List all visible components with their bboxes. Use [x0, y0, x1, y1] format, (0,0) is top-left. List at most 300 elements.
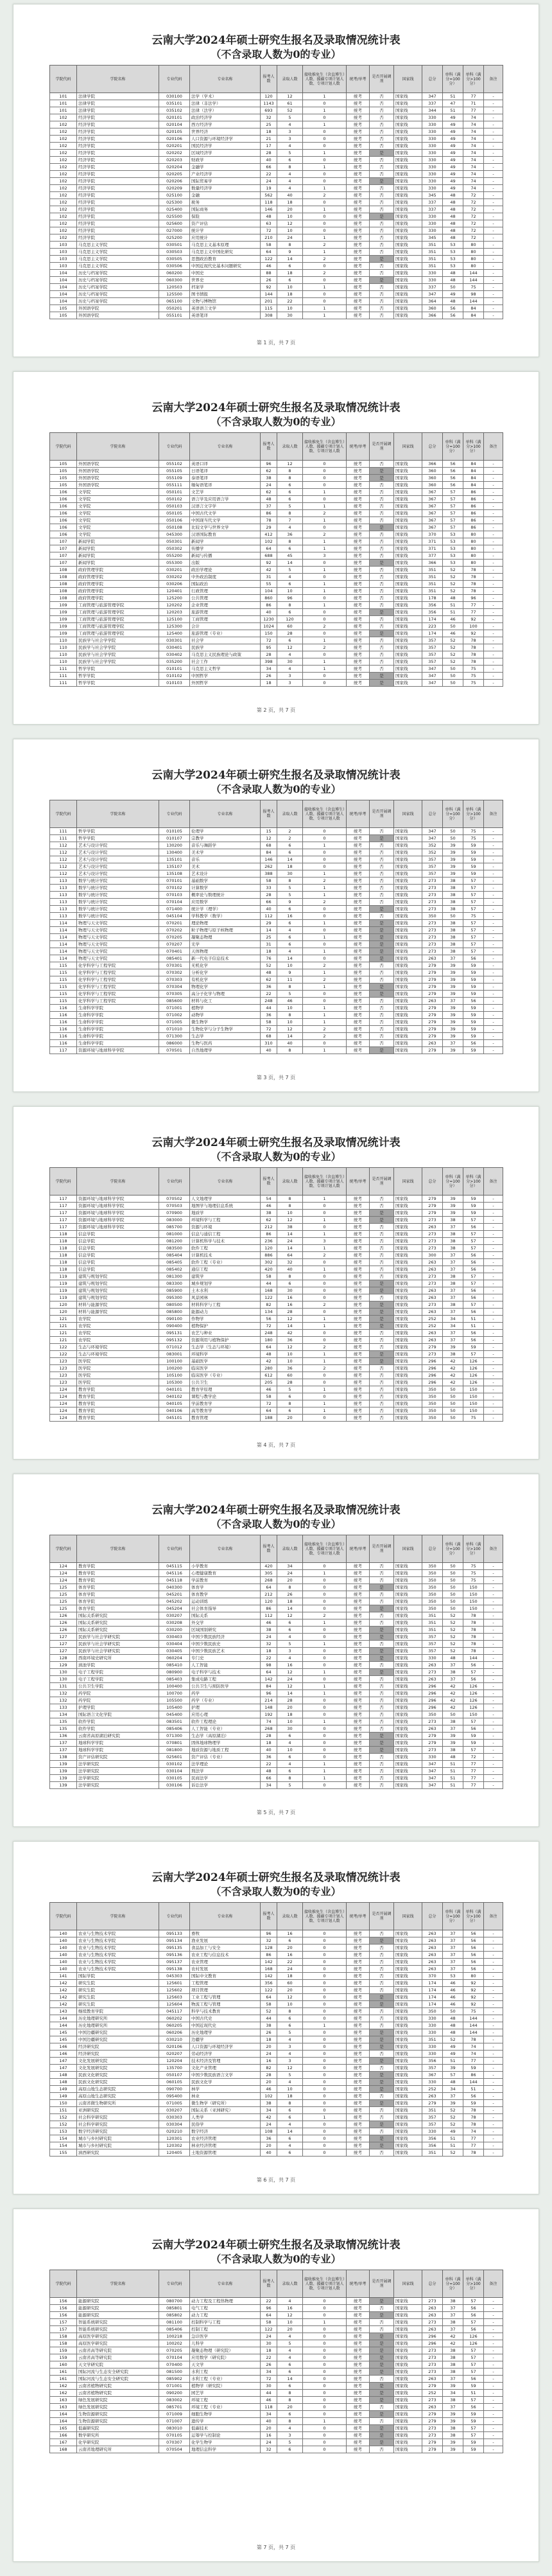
- cell-s1: 51: [443, 1761, 463, 1768]
- cell-admitted: 32: [277, 1259, 303, 1266]
- cell-mode: 否: [370, 658, 394, 666]
- cell-s2: 56: [463, 1294, 484, 1301]
- cell-admitted: 10: [277, 588, 303, 595]
- cell-score: 统考: [347, 1259, 370, 1266]
- cell-college-code: 119: [50, 1273, 77, 1280]
- cell-exempt: 0: [303, 2008, 347, 2015]
- cell-major-name: 植物学（研究院）: [190, 2383, 261, 2390]
- cell-college-code: 126: [50, 1627, 77, 1634]
- header-mode: 统考/单考: [347, 800, 370, 828]
- cell-major-code: 020101: [159, 114, 190, 121]
- cell-exempt: 0: [303, 2383, 347, 2390]
- cell-admitted: 6: [277, 2149, 303, 2157]
- cell-exempt: 0: [303, 1273, 347, 1280]
- cell-college-code: 154: [50, 2135, 77, 2142]
- cell-exempt: 0: [303, 2361, 347, 2369]
- cell-adjust: 国家线: [394, 1217, 422, 1224]
- cell-mode: 否: [370, 2446, 394, 2453]
- cell-line: 347: [422, 291, 443, 298]
- cell-exempt: 0: [303, 2390, 347, 2397]
- cell-major-name: 光学: [190, 941, 261, 948]
- cell-s2: 86: [463, 510, 484, 517]
- cell-admitted: 8: [277, 2418, 303, 2425]
- cell-college-code: 121: [50, 1337, 77, 1344]
- cell-admitted: 26: [277, 1591, 303, 1598]
- cell-college-code: 106: [50, 503, 77, 510]
- cell-s1: 49: [443, 128, 463, 136]
- cell-college-code: 123: [50, 1379, 77, 1386]
- cell-score: 统考: [347, 560, 370, 567]
- cell-major-name: 财政学: [190, 157, 261, 164]
- header-subject-over-100: 单科（满分>100分）: [463, 1168, 484, 1195]
- cell-note: -: [484, 2107, 503, 2114]
- cell-adjust: 国家线: [394, 1400, 422, 1407]
- cell-note: -: [484, 666, 503, 673]
- cell-college-name: 农业与生物技术学院: [77, 1937, 159, 1945]
- cell-admitted: 10: [277, 1747, 303, 1754]
- cell-s1: 37: [443, 1266, 463, 1273]
- cell-adjust: 国家线: [394, 1711, 422, 1718]
- document-title: [49, 34, 503, 61]
- cell-s1: 50: [443, 1415, 463, 1422]
- header-line-group: 国家线: [394, 1535, 422, 1563]
- cell-adjust: 国家线: [394, 2319, 422, 2326]
- document-title: [49, 1871, 503, 1898]
- cell-admitted: 8: [277, 1195, 303, 1203]
- cell-adjust: 国家线: [394, 588, 422, 595]
- cell-applicants: 122: [261, 2326, 277, 2333]
- cell-mode: 是: [370, 2354, 394, 2361]
- cell-major-name: 临床医学: [190, 1365, 261, 1372]
- cell-note: -: [484, 870, 503, 878]
- cell-line: 273: [422, 878, 443, 885]
- cell-line: 367: [422, 517, 443, 524]
- cell-score: 统考: [347, 2340, 370, 2347]
- cell-major-code: 030207: [159, 2107, 190, 2114]
- cell-admitted: 14: [277, 1033, 303, 1040]
- cell-s2: 56: [463, 2404, 484, 2411]
- cell-note: -: [484, 1711, 503, 1718]
- cell-line: 360: [422, 468, 443, 475]
- cell-s1: 53: [443, 263, 463, 270]
- cell-s2: 57: [463, 878, 484, 885]
- cell-s1: 38: [443, 2369, 463, 2376]
- table-row: [50, 2446, 503, 2453]
- cell-mode: 否: [370, 312, 394, 319]
- cell-admitted: 4: [277, 143, 303, 150]
- cell-applicants: 212: [261, 1224, 277, 1231]
- cell-note: -: [484, 609, 503, 616]
- cell-major-name: 应用数学: [190, 899, 261, 906]
- cell-score: 统考: [347, 1570, 370, 1577]
- cell-s2: 56: [463, 2326, 484, 2333]
- cell-line: 273: [422, 2354, 443, 2361]
- cell-applicants: 44: [261, 2390, 277, 2397]
- cell-applicants: 128: [261, 1945, 277, 1952]
- cell-note: -: [484, 1605, 503, 1612]
- cell-note: -: [484, 249, 503, 256]
- header-college-code: 学院代码: [50, 1903, 77, 1930]
- cell-major-name: 教育学原理: [190, 1386, 261, 1393]
- cell-note: -: [484, 220, 503, 227]
- document-subtitle: （不含录取人数为0的专业）: [211, 48, 341, 60]
- cell-mode: 否: [370, 1379, 394, 1386]
- table-row: [50, 2432, 503, 2439]
- cell-applicants: 86: [261, 510, 277, 517]
- cell-score: 统考: [347, 136, 370, 143]
- cell-line: 273: [422, 1718, 443, 1725]
- cell-note: -: [484, 1280, 503, 1287]
- cell-exempt: 0: [303, 178, 347, 185]
- cell-major-code: 020106: [159, 136, 190, 143]
- table-row: [50, 666, 503, 673]
- cell-college-code: 118: [50, 1245, 77, 1252]
- cell-mode: 否: [370, 199, 394, 206]
- table-row: [50, 1987, 503, 1994]
- cell-note: -: [484, 1747, 503, 1754]
- table-row: [50, 2149, 503, 2157]
- cell-score: 统考: [347, 2404, 370, 2411]
- cell-admitted: 45: [277, 552, 303, 560]
- cell-applicants: 64: [261, 249, 277, 256]
- cell-score: 统考: [347, 828, 370, 835]
- table-row: [50, 581, 503, 588]
- cell-adjust: 国家线: [394, 199, 422, 206]
- cell-college-name: 农学院: [77, 1330, 159, 1337]
- cell-score: 统考: [347, 475, 370, 482]
- cell-note: -: [484, 1725, 503, 1733]
- cell-major-name: 工商管理: [190, 616, 261, 623]
- cell-s2: 57: [463, 1245, 484, 1252]
- cell-major-code: 050101: [159, 489, 190, 496]
- cell-college-code: 101: [50, 100, 77, 107]
- cell-mode: 否: [370, 192, 394, 199]
- cell-mode: 否: [370, 461, 394, 468]
- cell-s2: 56: [463, 1930, 484, 1937]
- header-total: 总分: [422, 1903, 443, 1930]
- document-subtitle: （不含录取人数为0的专业）: [211, 1885, 341, 1898]
- cell-college-code: 119: [50, 1294, 77, 1301]
- cell-s1: 56: [443, 475, 463, 482]
- cell-s1: 51: [443, 2135, 463, 2142]
- cell-note: -: [484, 899, 503, 906]
- cell-line: 296: [422, 1690, 443, 1697]
- cell-applicants: 20: [261, 2425, 277, 2432]
- cell-exempt: 0: [303, 1415, 347, 1422]
- cell-college-code: 105: [50, 305, 77, 312]
- header-applicants: 报考人数: [261, 800, 277, 828]
- cell-exempt: 3: [303, 1238, 347, 1245]
- cell-exempt: 0: [303, 1662, 347, 1669]
- cell-admitted: 10: [277, 2001, 303, 2008]
- cell-college-name: 化学科学与工程学院: [77, 962, 159, 969]
- cell-adjust: 国家线: [394, 2326, 422, 2333]
- table-row: [50, 991, 503, 998]
- cell-college-name: 文学院: [77, 503, 159, 510]
- document-title-main: 云南大学2024年硕士研究生报名及录取情况统计表: [151, 1504, 401, 1517]
- cell-college-name: 数学与统计学院: [77, 878, 159, 885]
- cell-applicants: 52: [261, 2008, 277, 2015]
- cell-major-name: 政治学理论: [190, 567, 261, 574]
- cell-exempt: 1: [303, 1718, 347, 1725]
- cell-college-name: 文化发展研究院: [77, 2065, 159, 2072]
- cell-s2: 74: [463, 121, 484, 128]
- cell-college-name: 资源环境与地球科学学院: [77, 1195, 159, 1203]
- cell-admitted: 36: [277, 1337, 303, 1344]
- header-note: 备注: [484, 2270, 503, 2298]
- table-row: [50, 574, 503, 581]
- cell-college-code: 164: [50, 2418, 77, 2425]
- cell-s1: 53: [443, 242, 463, 249]
- cell-college-code: 122: [50, 1344, 77, 1351]
- cell-admitted: 10: [277, 1005, 303, 1012]
- cell-line: 263: [422, 1309, 443, 1316]
- cell-college-code: 101: [50, 93, 77, 100]
- cell-college-name: 外国语学院: [77, 312, 159, 319]
- admission-table: [49, 2270, 503, 2453]
- cell-s1: 38: [443, 920, 463, 927]
- cell-note: -: [484, 263, 503, 270]
- cell-line: 263: [422, 2312, 443, 2319]
- cell-exempt: 1: [303, 107, 347, 114]
- cell-major-code: 071001: [159, 1005, 190, 1012]
- table-row: [50, 531, 503, 538]
- table-row: [50, 1309, 503, 1316]
- cell-mode: 否: [370, 1019, 394, 1026]
- cell-exempt: 1: [303, 588, 347, 595]
- cell-applicants: 56: [261, 1316, 277, 1323]
- cell-exempt: 0: [303, 461, 347, 468]
- cell-applicants: 66: [261, 164, 277, 171]
- cell-s1: 37: [443, 1937, 463, 1945]
- cell-s1: 38: [443, 899, 463, 906]
- cell-s1: 53: [443, 538, 463, 545]
- cell-s1: 42: [443, 1697, 463, 1704]
- cell-note: -: [484, 1577, 503, 1584]
- cell-major-code: 040106: [159, 1407, 190, 1415]
- cell-mode: 是: [370, 1351, 394, 1358]
- table-row: [50, 1259, 503, 1266]
- cell-college-code: 142: [50, 1987, 77, 1994]
- header-adjust: 是否开展调剂: [370, 66, 394, 93]
- cell-s2: 57: [463, 1217, 484, 1224]
- cell-mode: 是: [370, 1316, 394, 1323]
- cell-applicants: 134: [261, 1309, 277, 1316]
- cell-major-code: 050102: [159, 496, 190, 503]
- cell-score: 统考: [347, 1217, 370, 1224]
- cell-major-name: 音乐与舞蹈学: [190, 842, 261, 849]
- cell-line: 337: [422, 100, 443, 107]
- cell-s2: 56: [463, 1266, 484, 1273]
- cell-score: 统考: [347, 1768, 370, 1775]
- cell-exempt: 1: [303, 948, 347, 955]
- cell-major-name: 建筑学: [190, 1273, 261, 1280]
- header-college-name: 学院名称: [77, 66, 159, 93]
- cell-applicants: 122: [261, 1294, 277, 1301]
- cell-note: -: [484, 941, 503, 948]
- cell-exempt: 0: [303, 475, 347, 482]
- cell-admitted: 30: [277, 312, 303, 319]
- cell-exempt: 0: [303, 1711, 347, 1718]
- cell-s2: 150: [463, 1605, 484, 1612]
- cell-exempt: 1: [303, 305, 347, 312]
- cell-applicants: 248: [261, 998, 277, 1005]
- cell-mode: 否: [370, 496, 394, 503]
- cell-note: -: [484, 1754, 503, 1761]
- cell-note: -: [484, 270, 503, 277]
- cell-major-code: 085405: [159, 1259, 190, 1266]
- cell-adjust: 国家线: [394, 927, 422, 934]
- table-row: [50, 2022, 503, 2029]
- cell-s1: 37: [443, 1952, 463, 1959]
- table-row: [50, 192, 503, 199]
- cell-score: 统考: [347, 609, 370, 616]
- cell-s2: 56: [463, 1725, 484, 1733]
- cell-major-name: 环境科学: [190, 1351, 261, 1358]
- cell-line: 273: [422, 2425, 443, 2432]
- cell-note: -: [484, 913, 503, 920]
- table-row: [50, 1217, 503, 1224]
- cell-major-name: 中国少数民族史: [190, 1641, 261, 1648]
- cell-mode: 否: [370, 1711, 394, 1718]
- cell-s1: 38: [443, 941, 463, 948]
- cell-score: 统考: [347, 623, 370, 630]
- cell-adjust: 国家线: [394, 1379, 422, 1386]
- cell-adjust: 国家线: [394, 574, 422, 581]
- table-row: [50, 2376, 503, 2383]
- cell-note: -: [484, 1287, 503, 1294]
- cell-mode: 否: [370, 1026, 394, 1033]
- cell-note: -: [484, 1782, 503, 1789]
- cell-exempt: 0: [303, 1330, 347, 1337]
- cell-college-code: 105: [50, 468, 77, 475]
- cell-major-code: 070201: [159, 920, 190, 927]
- cell-exempt: 1: [303, 581, 347, 588]
- cell-applicants: 18: [261, 1740, 277, 1747]
- cell-college-code: 102: [50, 136, 77, 143]
- cell-line: 347: [422, 1775, 443, 1782]
- table-row: [50, 673, 503, 680]
- cell-s2: 56: [463, 998, 484, 1005]
- cell-line: 273: [422, 2319, 443, 2326]
- cell-admitted: 6: [277, 277, 303, 284]
- cell-major-code: 070305: [159, 991, 190, 998]
- cell-s1: 49: [443, 291, 463, 298]
- cell-line: 351: [422, 1619, 443, 1627]
- cell-exempt: 2: [303, 976, 347, 984]
- cell-adjust: 国家线: [394, 2065, 422, 2072]
- cell-line: 279: [422, 2418, 443, 2425]
- table-row: [50, 1782, 503, 1789]
- cell-major-name: 渔业发展: [190, 1937, 261, 1945]
- cell-s1: 38: [443, 1273, 463, 1280]
- cell-exempt: 1: [303, 1641, 347, 1648]
- cell-s2: 74: [463, 143, 484, 150]
- cell-major-name: 园艺学: [190, 2390, 261, 2397]
- cell-score: 统考: [347, 2397, 370, 2404]
- cell-adjust: 国家线: [394, 560, 422, 567]
- cell-mode: 是: [370, 2298, 394, 2305]
- cell-line: 357: [422, 1641, 443, 1648]
- cell-admitted: 12: [277, 1217, 303, 1224]
- cell-exempt: 0: [303, 1676, 347, 1683]
- cell-major-code: 085902: [159, 2376, 190, 2383]
- cell-college-code: 116: [50, 1033, 77, 1040]
- cell-s1: 46: [443, 616, 463, 623]
- cell-adjust: 国家线: [394, 1782, 422, 1789]
- cell-college-code: 124: [50, 1393, 77, 1400]
- cell-s1: 51: [443, 93, 463, 100]
- table-row: [50, 2036, 503, 2043]
- cell-college-code: 104: [50, 277, 77, 284]
- cell-exempt: 0: [303, 1309, 347, 1316]
- cell-college-code: 104: [50, 298, 77, 305]
- cell-college-name: 经济学院: [77, 192, 159, 199]
- cell-exempt: 0: [303, 913, 347, 920]
- cell-college-name: 文学院: [77, 510, 159, 517]
- cell-s1: 39: [443, 984, 463, 991]
- cell-line: 296: [422, 1358, 443, 1365]
- table-row: [50, 234, 503, 242]
- cell-college-code: 110: [50, 658, 77, 666]
- table-row: [50, 1598, 503, 1605]
- cell-line: 356: [422, 602, 443, 609]
- cell-mode: 否: [370, 2107, 394, 2114]
- cell-adjust: 国家线: [394, 581, 422, 588]
- cell-s2: 59: [463, 976, 484, 984]
- cell-adjust: 国家线: [394, 623, 422, 630]
- cell-major-code: 095132: [159, 1337, 190, 1344]
- cell-applicants: 44: [261, 1005, 277, 1012]
- cell-line: 350: [422, 1415, 443, 1422]
- cell-college-code: 116: [50, 1012, 77, 1019]
- cell-admitted: 14: [277, 955, 303, 962]
- cell-note: -: [484, 2065, 503, 2072]
- cell-mode: 否: [370, 531, 394, 538]
- cell-college-name: 民族学与社会学学院: [77, 651, 159, 658]
- cell-note: -: [484, 1612, 503, 1619]
- cell-exempt: 0: [303, 1937, 347, 1945]
- cell-line: 263: [422, 1952, 443, 1959]
- cell-line: 263: [422, 2093, 443, 2100]
- cell-college-name: 经济学院: [77, 171, 159, 178]
- cell-mode: 否: [370, 510, 394, 517]
- cell-exempt: 0: [303, 1952, 347, 1959]
- cell-adjust: 国家线: [394, 920, 422, 927]
- cell-admitted: 6: [277, 2446, 303, 2453]
- cell-note: -: [484, 1033, 503, 1040]
- table-row: [50, 1937, 503, 1945]
- cell-applicants: 108: [261, 2128, 277, 2135]
- cell-line: 351: [422, 1627, 443, 1634]
- cell-line: 252: [422, 2086, 443, 2093]
- cell-adjust: 国家线: [394, 899, 422, 906]
- cell-applicants: 268: [261, 1577, 277, 1584]
- cell-admitted: 4: [277, 1761, 303, 1768]
- cell-major-code: 080500: [159, 1301, 190, 1309]
- cell-admitted: 20: [277, 1577, 303, 1584]
- cell-exempt: 0: [303, 1980, 347, 1987]
- cell-note: -: [484, 1231, 503, 1238]
- cell-applicants: 150: [261, 630, 277, 637]
- cell-college-name: 马克思主义学院: [77, 249, 159, 256]
- cell-applicants: 58: [261, 1019, 277, 1026]
- cell-s1: 49: [443, 2128, 463, 2135]
- cell-applicants: 78: [261, 517, 277, 524]
- cell-major-code: 100700: [159, 1690, 190, 1697]
- cell-mode: 否: [370, 2319, 394, 2326]
- cell-major-code: 020210: [159, 2128, 190, 2135]
